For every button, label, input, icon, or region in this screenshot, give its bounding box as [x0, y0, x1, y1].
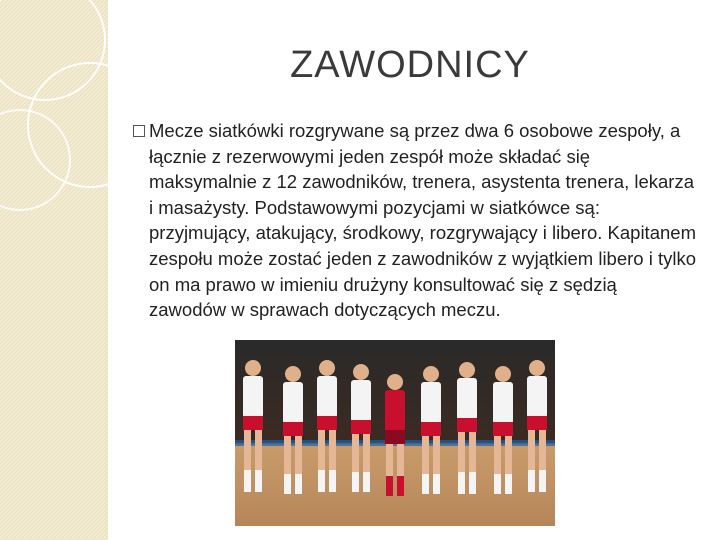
slide-title: ZAWODNICY: [290, 44, 530, 86]
decorative-sidebar: [0, 0, 108, 540]
bullet-marker-icon: [133, 125, 145, 137]
team-photo: [235, 340, 555, 526]
team-photo-icon: [235, 340, 555, 526]
bullet-paragraph: Mecze siatkówki rozgrywane są przez dwa 6 osobowe zespoły, a łącznie z rezerwowymi jeden zespół może składać się maksymalnie z 12 zawodników, trenera, asystenta trenera, lekarza i masażysty. Podstawowymi pozycjami w siatkówce są: przyjmujący, atakujący, środkowy, rozgrywający i libero. Kapitanem zespołu może zostać jeden z zawodników z wyjątkiem libero i tylko on ma prawo w imieniu drużyny konsultować się z sędzią zawodów w sprawach dotyczących meczu.: [149, 120, 697, 321]
sidebar-circles-icon: [0, 0, 108, 540]
